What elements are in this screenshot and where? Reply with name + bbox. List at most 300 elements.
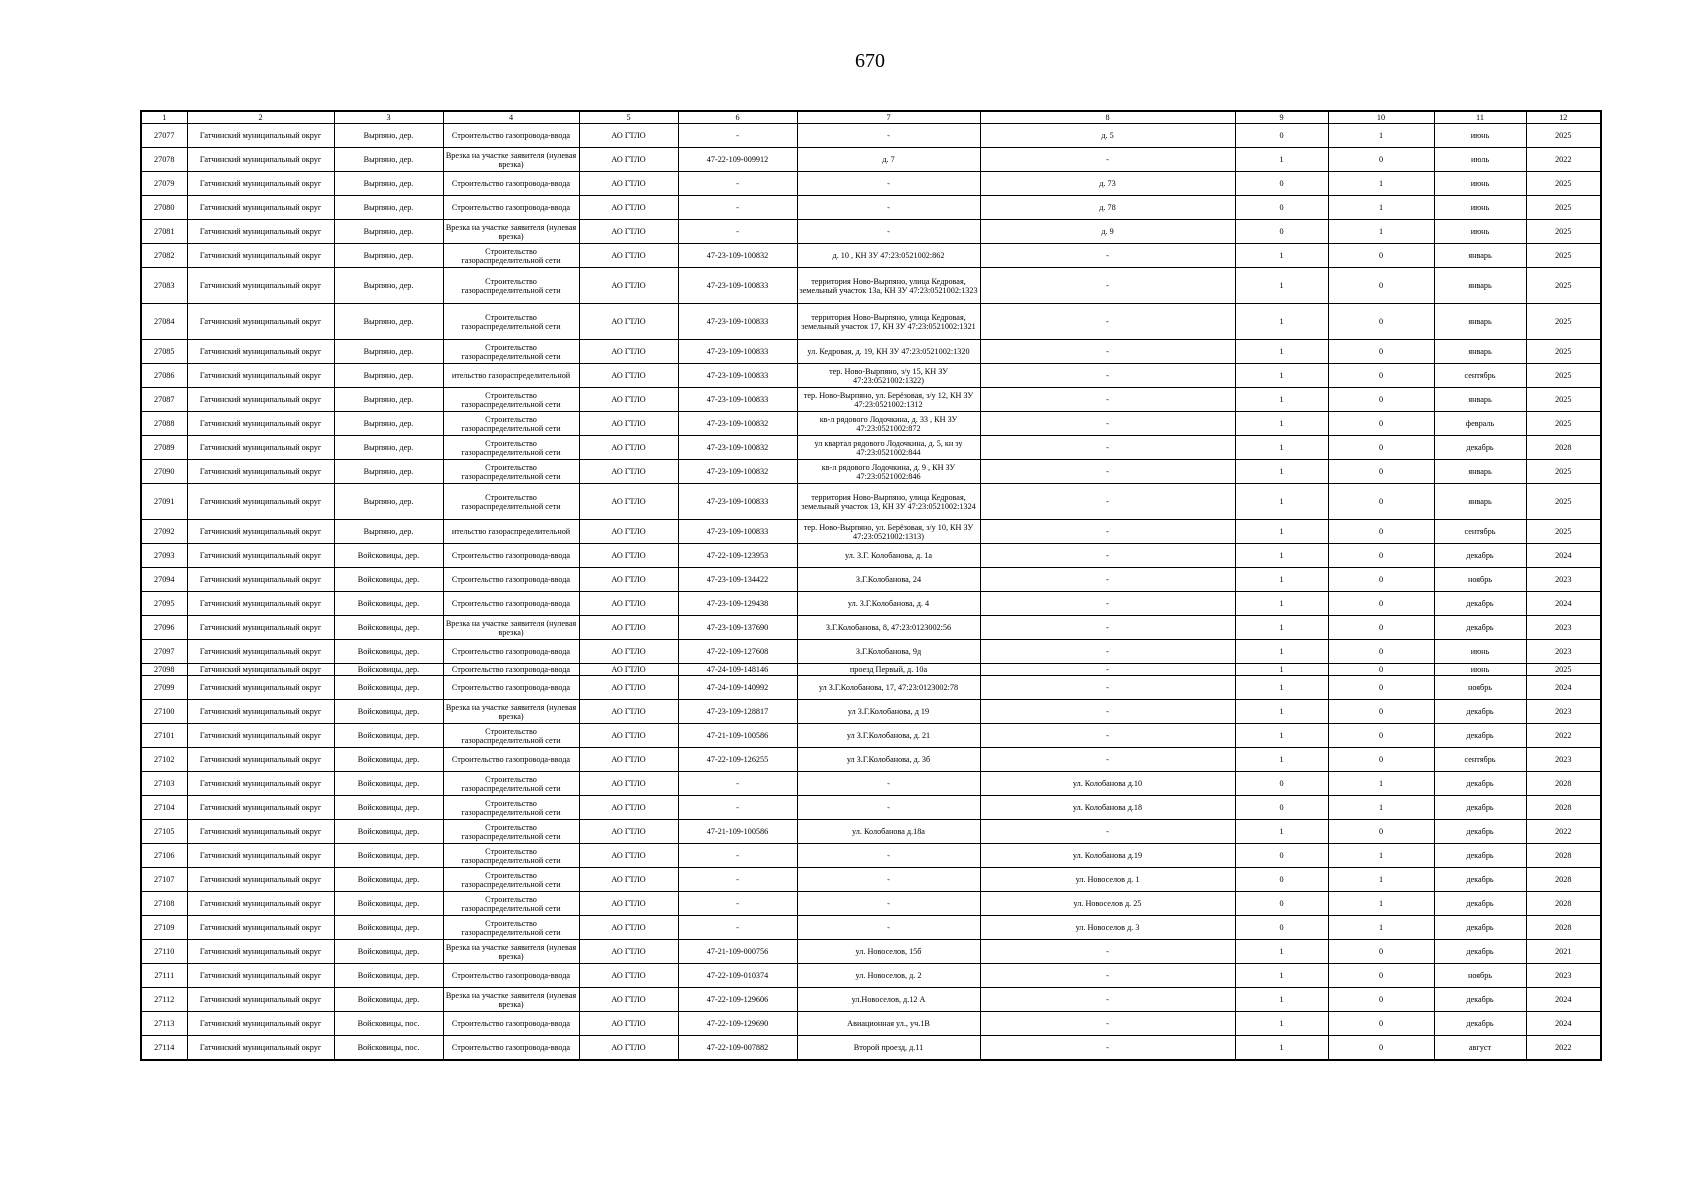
table-cell-col-10: 0 [1328,244,1434,268]
table-cell-col-2: Гатчинский муниципальный округ [187,940,334,964]
table-cell-col-12: 2025 [1526,172,1601,196]
table-cell-col-7: З.Г.Колобанова, 8, 47:23:0123002:56 [797,616,980,640]
table-cell-col-1: 27094 [141,568,187,592]
table-cell-col-10: 0 [1328,148,1434,172]
table-cell-col-2: Гатчинский муниципальный округ [187,592,334,616]
table-cell-col-4: Строительство газораспределительной сети [443,340,579,364]
table-cell-col-5: АО ГТЛО [579,592,678,616]
table-cell-col-11: декабрь [1434,940,1526,964]
table-cell-col-4: Строительство газопровода-ввода [443,172,579,196]
table-cell-col-3: Вырпяно, дер. [334,388,443,412]
table-cell-col-8: - [980,436,1235,460]
table-cell-col-1: 27105 [141,820,187,844]
table-cell-col-6: 47-23-109-100833 [678,304,797,340]
table-row [141,964,1601,988]
table-cell-col-6: 47-23-109-129438 [678,592,797,616]
table-cell-col-10: 0 [1328,268,1434,304]
table-cell-col-2: Гатчинский муниципальный округ [187,220,334,244]
table-cell-col-1: 27114 [141,1036,187,1060]
table-cell-col-11: декабрь [1434,796,1526,820]
table-cell-col-4: Строительство газопровода-ввода [443,544,579,568]
table-cell-col-10: 0 [1328,940,1434,964]
table-cell-col-6: 47-21-109-000756 [678,940,797,964]
table-cell-col-12: 2028 [1526,772,1601,796]
table-cell-col-10: 0 [1328,388,1434,412]
table-cell-col-5: АО ГТЛО [579,664,678,676]
table-cell-col-6: 47-22-109-127608 [678,640,797,664]
table-cell-col-3: Вырпяно, дер. [334,196,443,220]
table-cell-col-7: Авиационная ул., уч.1В [797,1012,980,1036]
table-cell-col-2: Гатчинский муниципальный округ [187,148,334,172]
table-cell-col-1: 27082 [141,244,187,268]
table-cell-col-11: ноябрь [1434,676,1526,700]
table-cell-col-5: АО ГТЛО [579,388,678,412]
table-cell-col-2: Гатчинский муниципальный округ [187,892,334,916]
table-cell-col-12: 2021 [1526,940,1601,964]
table-cell-col-2: Гатчинский муниципальный округ [187,616,334,640]
table-cell-col-9: 1 [1235,364,1328,388]
table-cell-col-11: январь [1434,304,1526,340]
table-cell-col-9: 0 [1235,868,1328,892]
table-cell-col-11: июнь [1434,124,1526,148]
table-cell-col-3: Войсковицы, дер. [334,592,443,616]
table-cell-col-1: 27085 [141,340,187,364]
table-row [141,1036,1601,1060]
table-row [141,340,1601,364]
table-cell-col-3: Войсковицы, дер. [334,568,443,592]
table-cell-col-9: 1 [1235,964,1328,988]
table-cell-col-6: - [678,892,797,916]
table-row [141,724,1601,748]
table-cell-col-5: АО ГТЛО [579,340,678,364]
table-cell-col-8: д. 73 [980,172,1235,196]
table-cell-col-11: июнь [1434,172,1526,196]
table-row [141,892,1601,916]
table-cell-col-2: Гатчинский муниципальный округ [187,412,334,436]
table-cell-col-1: 27097 [141,640,187,664]
table-cell-col-10: 0 [1328,364,1434,388]
table-cell-col-6: 47-24-109-140992 [678,676,797,700]
table-cell-col-9: 0 [1235,844,1328,868]
table-cell-col-7: - [797,772,980,796]
table-cell-col-4: Строительство газораспределительной сети [443,892,579,916]
table-cell-col-9: 1 [1235,700,1328,724]
table-cell-col-11: декабрь [1434,724,1526,748]
table-cell-col-10: 0 [1328,664,1434,676]
table-cell-col-2: Гатчинский муниципальный округ [187,1012,334,1036]
table-cell-col-8: - [980,520,1235,544]
table-cell-col-7: территория Ново-Вырпяно, улица Кедровая, земельный участок 13, КН ЗУ 47:23:0521002:1324 [797,484,980,520]
table-cell-col-12: 2025 [1526,364,1601,388]
table-row [141,664,1601,676]
table-cell-col-12: 2023 [1526,964,1601,988]
table-cell-col-9: 0 [1235,796,1328,820]
table-cell-col-9: 1 [1235,592,1328,616]
table-cell-col-2: Гатчинский муниципальный округ [187,544,334,568]
table-cell-col-10: 1 [1328,196,1434,220]
table-cell-col-7: кв-л рядового Лодочкина, д. 9 , КН ЗУ 47:23:0521002:846 [797,460,980,484]
table-cell-col-3: Вырпяно, дер. [334,220,443,244]
table-cell-col-1: 27083 [141,268,187,304]
table-cell-col-6: 47-22-109-129606 [678,988,797,1012]
table-cell-col-1: 27108 [141,892,187,916]
table-cell-col-8: - [980,988,1235,1012]
table-cell-col-7: - [797,220,980,244]
table-cell-col-1: 27087 [141,388,187,412]
table-cell-col-4: Строительство газопровода-ввода [443,196,579,220]
table-cell-col-11: июнь [1434,220,1526,244]
table-cell-col-5: АО ГТЛО [579,916,678,940]
table-cell-col-2: Гатчинский муниципальный округ [187,268,334,304]
table-cell-col-4: Врезка на участке заявителя (нулевая врезка) [443,220,579,244]
table-cell-col-9: 1 [1235,988,1328,1012]
table-cell-col-1: 27100 [141,700,187,724]
table-cell-col-3: Войсковицы, дер. [334,676,443,700]
table-cell-col-3: Вырпяно, дер. [334,148,443,172]
table-cell-col-3: Вырпяно, дер. [334,460,443,484]
table-cell-col-4: Строительство газопровода-ввода [443,124,579,148]
table-cell-col-7: - [797,796,980,820]
table-cell-col-12: 2025 [1526,124,1601,148]
table-cell-col-1: 27098 [141,664,187,676]
table-cell-col-9: 1 [1235,460,1328,484]
table-cell-col-10: 0 [1328,748,1434,772]
table-cell-col-11: сентябрь [1434,520,1526,544]
table-cell-col-7: тер. Ново-Вырпяно, з/у 15, КН ЗУ 47:23:0521002:1322) [797,364,980,388]
table-body [141,124,1601,1060]
table-cell-col-4: Строительство газораспределительной сети [443,820,579,844]
table-cell-col-10: 0 [1328,700,1434,724]
table-cell-col-8: - [980,664,1235,676]
table-cell-col-8: - [980,244,1235,268]
table-cell-col-4: Строительство газораспределительной сети [443,244,579,268]
table-cell-col-6: 47-23-109-134422 [678,568,797,592]
table-row [141,364,1601,388]
table-row [141,1012,1601,1036]
table-cell-col-2: Гатчинский муниципальный округ [187,568,334,592]
table-cell-col-12: 2025 [1526,388,1601,412]
table-cell-col-6: 47-22-109-123953 [678,544,797,568]
table-row [141,172,1601,196]
table-row [141,148,1601,172]
table-cell-col-7: ул З.Г.Колобанова, д 19 [797,700,980,724]
table-cell-col-5: АО ГТЛО [579,484,678,520]
table-cell-col-8: - [980,748,1235,772]
col-header-2: 2 [187,111,334,124]
col-header-7: 7 [797,111,980,124]
table-cell-col-5: АО ГТЛО [579,844,678,868]
table-cell-col-7: ул З.Г.Колобанова, 17, 47:23:0123002:78 [797,676,980,700]
table-cell-col-5: АО ГТЛО [579,892,678,916]
table-cell-col-10: 0 [1328,412,1434,436]
table-cell-col-9: 1 [1235,148,1328,172]
table-cell-col-2: Гатчинский муниципальный округ [187,640,334,664]
table-cell-col-4: Строительство газораспределительной сети [443,388,579,412]
page-number: 670 [855,50,885,72]
table-cell-col-7: проезд Первый, д. 10а [797,664,980,676]
table-cell-col-2: Гатчинский муниципальный округ [187,196,334,220]
table-cell-col-8: - [980,676,1235,700]
table-cell-col-1: 27111 [141,964,187,988]
table-cell-col-6: - [678,196,797,220]
table-cell-col-6: - [678,172,797,196]
table-cell-col-8: - [980,340,1235,364]
table-cell-col-12: 2025 [1526,304,1601,340]
table-cell-col-2: Гатчинский муниципальный округ [187,772,334,796]
table-cell-col-3: Войсковицы, дер. [334,916,443,940]
table-cell-col-9: 1 [1235,436,1328,460]
table-cell-col-10: 0 [1328,676,1434,700]
table-cell-col-8: - [980,544,1235,568]
table-row [141,616,1601,640]
table-cell-col-9: 1 [1235,484,1328,520]
table-cell-col-4: Строительство газораспределительной сети [443,772,579,796]
table-cell-col-2: Гатчинский муниципальный округ [187,796,334,820]
table-cell-col-4: Строительство газораспределительной сети [443,868,579,892]
table-cell-col-1: 27079 [141,172,187,196]
table-cell-col-9: 0 [1235,196,1328,220]
table-cell-col-10: 0 [1328,304,1434,340]
table-row [141,304,1601,340]
table-cell-col-4: Строительство газораспределительной сети [443,268,579,304]
table-cell-col-6: - [678,772,797,796]
table-cell-col-4: Врезка на участке заявителя (нулевая врезка) [443,148,579,172]
table-cell-col-4: ительство газораспределительной [443,520,579,544]
table-cell-col-12: 2025 [1526,460,1601,484]
table-cell-col-10: 1 [1328,892,1434,916]
table-cell-col-3: Войсковицы, дер. [334,724,443,748]
table-cell-col-2: Гатчинский муниципальный округ [187,916,334,940]
table-cell-col-9: 1 [1235,664,1328,676]
table-cell-col-8: - [980,964,1235,988]
table-cell-col-4: Строительство газораспределительной сети [443,724,579,748]
table-cell-col-10: 0 [1328,520,1434,544]
table-cell-col-2: Гатчинский муниципальный округ [187,964,334,988]
table-cell-col-2: Гатчинский муниципальный округ [187,676,334,700]
table-row [141,544,1601,568]
table-cell-col-2: Гатчинский муниципальный округ [187,988,334,1012]
table-cell-col-7: кв-л рядового Лодочкина, д. 33 , КН ЗУ 47:23:0521002:872 [797,412,980,436]
table-cell-col-11: январь [1434,484,1526,520]
table-cell-col-10: 0 [1328,568,1434,592]
table-cell-col-5: АО ГТЛО [579,124,678,148]
table-cell-col-10: 1 [1328,124,1434,148]
table-cell-col-3: Войсковицы, дер. [334,748,443,772]
table-cell-col-5: АО ГТЛО [579,364,678,388]
table-row [141,820,1601,844]
table-cell-col-9: 1 [1235,940,1328,964]
table-cell-col-8: - [980,484,1235,520]
table-cell-col-6: 47-23-109-128817 [678,700,797,724]
table-cell-col-2: Гатчинский муниципальный округ [187,244,334,268]
table-cell-col-7: тер. Ново-Вырпяно, ул. Берёзовая, з/у 12, КН ЗУ 47:23:0521002:1312 [797,388,980,412]
table-cell-col-10: 1 [1328,172,1434,196]
table-cell-col-3: Войсковицы, дер. [334,964,443,988]
table-cell-col-7: З.Г.Колобанова, 9д [797,640,980,664]
table-cell-col-7: - [797,844,980,868]
table-cell-col-12: 2028 [1526,892,1601,916]
table-cell-col-9: 0 [1235,916,1328,940]
table-cell-col-8: - [980,568,1235,592]
table-cell-col-11: январь [1434,460,1526,484]
table-cell-col-4: Строительство газопровода-ввода [443,964,579,988]
table-cell-col-11: декабрь [1434,844,1526,868]
table-cell-col-11: июль [1434,148,1526,172]
table-row [141,676,1601,700]
table-cell-col-5: АО ГТЛО [579,1012,678,1036]
table-cell-col-9: 1 [1235,820,1328,844]
table-cell-col-6: 47-23-109-100833 [678,340,797,364]
table-cell-col-2: Гатчинский муниципальный округ [187,664,334,676]
table-cell-col-10: 0 [1328,544,1434,568]
table-cell-col-3: Вырпяно, дер. [334,172,443,196]
table-cell-col-11: декабрь [1434,700,1526,724]
table-cell-col-3: Войсковицы, дер. [334,892,443,916]
table-cell-col-2: Гатчинский муниципальный округ [187,388,334,412]
table-cell-col-4: Строительство газораспределительной сети [443,916,579,940]
table-cell-col-5: АО ГТЛО [579,820,678,844]
table-cell-col-5: АО ГТЛО [579,700,678,724]
table-cell-col-2: Гатчинский муниципальный округ [187,748,334,772]
table-cell-col-1: 27101 [141,724,187,748]
table-cell-col-8: - [980,592,1235,616]
table-cell-col-3: Войсковицы, дер. [334,544,443,568]
table-cell-col-12: 2023 [1526,568,1601,592]
table-row [141,988,1601,1012]
table-row [141,772,1601,796]
table-cell-col-6: - [678,868,797,892]
table-cell-col-12: 2025 [1526,664,1601,676]
table-cell-col-1: 27089 [141,436,187,460]
table-cell-col-4: Строительство газораспределительной сети [443,844,579,868]
table-cell-col-1: 27090 [141,460,187,484]
table-cell-col-6: 47-23-109-100832 [678,244,797,268]
table-cell-col-3: Вырпяно, дер. [334,412,443,436]
table-cell-col-7: ул З.Г.Колобанова, д. 21 [797,724,980,748]
table-cell-col-3: Вырпяно, дер. [334,304,443,340]
table-cell-col-6: 47-23-109-100832 [678,412,797,436]
table-row [141,700,1601,724]
table-cell-col-3: Вырпяно, дер. [334,484,443,520]
table-cell-col-11: декабрь [1434,868,1526,892]
table-cell-col-3: Вырпяно, дер. [334,364,443,388]
table-cell-col-3: Войсковицы, дер. [334,772,443,796]
table-cell-col-4: Врезка на участке заявителя (нулевая врезка) [443,700,579,724]
table-cell-col-6: - [678,124,797,148]
table-cell-col-6: 47-23-109-100833 [678,388,797,412]
table-cell-col-4: Строительство газопровода-ввода [443,1036,579,1060]
table-cell-col-7: ул квартал рядового Лодочкина, д. 5, кн зу 47:23:0521002:844 [797,436,980,460]
table-cell-col-6: 47-23-109-100833 [678,520,797,544]
table-cell-col-8: - [980,364,1235,388]
table-cell-col-8: - [980,388,1235,412]
table-cell-col-2: Гатчинский муниципальный округ [187,484,334,520]
table-cell-col-1: 27110 [141,940,187,964]
table-cell-col-12: 2028 [1526,868,1601,892]
col-header-4: 4 [443,111,579,124]
table-cell-col-9: 1 [1235,304,1328,340]
table-cell-col-10: 0 [1328,340,1434,364]
table-cell-col-7: ул. Колобанова д.18а [797,820,980,844]
table-cell-col-6: 47-23-109-100832 [678,436,797,460]
table-row [141,244,1601,268]
table-cell-col-1: 27091 [141,484,187,520]
table-cell-col-2: Гатчинский муниципальный округ [187,364,334,388]
column-number-header-row [141,111,1601,124]
table-cell-col-12: 2025 [1526,412,1601,436]
table-cell-col-7: ул З.Г.Колобанова, д. 3б [797,748,980,772]
table-cell-col-12: 2025 [1526,340,1601,364]
gasification-register-table [140,110,1602,1061]
table-row [141,220,1601,244]
table-cell-col-1: 27106 [141,844,187,868]
table-cell-col-12: 2025 [1526,268,1601,304]
table-cell-col-7: - [797,868,980,892]
table-cell-col-2: Гатчинский муниципальный округ [187,304,334,340]
col-header-12: 12 [1526,111,1601,124]
table-row [141,916,1601,940]
table-cell-col-3: Вырпяно, дер. [334,244,443,268]
table-cell-col-3: Войсковицы, дер. [334,820,443,844]
table-cell-col-8: - [980,460,1235,484]
table-cell-col-11: июнь [1434,196,1526,220]
table-cell-col-8: ул. Колобанова д.19 [980,844,1235,868]
table-cell-col-12: 2023 [1526,640,1601,664]
table-cell-col-8: - [980,616,1235,640]
table-cell-col-5: АО ГТЛО [579,520,678,544]
table-cell-col-1: 27078 [141,148,187,172]
table-cell-col-9: 1 [1235,412,1328,436]
table-cell-col-6: 47-22-109-126255 [678,748,797,772]
table-cell-col-9: 1 [1235,616,1328,640]
table-cell-col-11: февраль [1434,412,1526,436]
table-cell-col-11: декабрь [1434,988,1526,1012]
table-cell-col-8: ул. Колобанова д.18 [980,796,1235,820]
table-cell-col-5: АО ГТЛО [579,676,678,700]
table-cell-col-5: АО ГТЛО [579,304,678,340]
table-cell-col-8: - [980,700,1235,724]
table-cell-col-12: 2023 [1526,700,1601,724]
table-cell-col-3: Войсковицы, пос. [334,1012,443,1036]
table-cell-col-5: АО ГТЛО [579,640,678,664]
table-cell-col-1: 27088 [141,412,187,436]
table-cell-col-12: 2022 [1526,1036,1601,1060]
table-cell-col-11: декабрь [1434,544,1526,568]
table-cell-col-10: 0 [1328,436,1434,460]
col-header-9: 9 [1235,111,1328,124]
table-cell-col-8: - [980,1012,1235,1036]
table-cell-col-12: 2022 [1526,724,1601,748]
table-cell-col-3: Войсковицы, дер. [334,988,443,1012]
table-row [141,844,1601,868]
table-cell-col-11: декабрь [1434,436,1526,460]
table-cell-col-1: 27093 [141,544,187,568]
table-cell-col-2: Гатчинский муниципальный округ [187,700,334,724]
table-cell-col-6: 47-22-109-007882 [678,1036,797,1060]
table-cell-col-11: декабрь [1434,916,1526,940]
table-cell-col-7: ул. Новоселов, д. 2 [797,964,980,988]
table-cell-col-10: 0 [1328,724,1434,748]
table-cell-col-9: 1 [1235,724,1328,748]
table-cell-col-9: 1 [1235,640,1328,664]
table-cell-col-1: 27077 [141,124,187,148]
table-row [141,460,1601,484]
table-cell-col-7: - [797,196,980,220]
table-cell-col-12: 2028 [1526,436,1601,460]
table-cell-col-9: 1 [1235,388,1328,412]
table-cell-col-11: декабрь [1434,1012,1526,1036]
table-cell-col-11: сентябрь [1434,748,1526,772]
